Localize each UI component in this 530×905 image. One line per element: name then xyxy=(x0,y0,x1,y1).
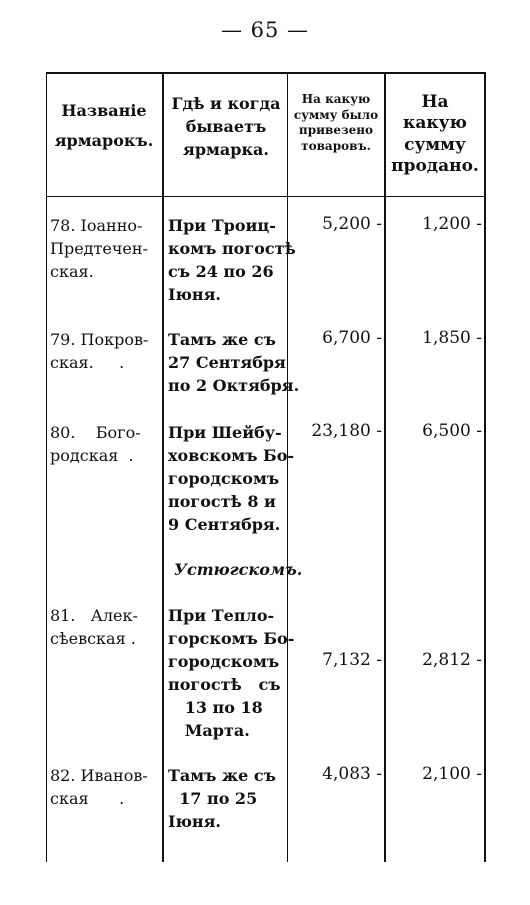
row-name: 80. Бого- родская . xyxy=(50,423,141,465)
row-where-when: Тамъ же съ 27 Сентября по 2 Октября. xyxy=(168,330,300,395)
header-sold: На какую сумму продано. xyxy=(391,92,479,176)
row-sold: 2,100 - xyxy=(422,764,482,784)
row-sold: 1,200 - xyxy=(422,214,482,234)
row-name: 79. Покров- ская. . xyxy=(50,330,149,372)
column-rule-3 xyxy=(384,72,386,862)
row-brought: 6,700 - xyxy=(322,328,382,348)
row-brought: 4,083 - xyxy=(322,764,382,784)
row-brought: 23,180 - xyxy=(311,421,382,441)
row-where-when: При Тепло- горскомъ Бо- городскомъ погостѣ съ 13 по 18 Марта. xyxy=(168,606,295,740)
table-top-rule xyxy=(46,72,486,74)
row-where-when: Тамъ же съ 17 по 25 Іюня. xyxy=(168,766,276,831)
row-brought: 5,200 - xyxy=(322,214,382,234)
row-sold: 2,812 - xyxy=(422,650,482,670)
row-where-when: При Шейбу- ховскомъ Бо- городскомъ погостѣ 8 и 9 Сентября. xyxy=(168,423,295,534)
header-name: Названіе ярмарокъ. xyxy=(54,101,154,151)
row-where-when: При Троиц- комъ погостѣ съ 24 по 26 Іюня. xyxy=(168,216,296,304)
column-rule-right xyxy=(484,72,486,862)
header-where-when: Гдѣ и когда бываетъ ярмарка. xyxy=(171,94,281,160)
row-name: 82. Иванов- ская . xyxy=(50,766,148,808)
region-heading: Устюгскомъ. xyxy=(174,560,303,579)
row-name: 81. Алек- сѣевская . xyxy=(50,606,138,648)
row-brought: 7,132 - xyxy=(322,650,382,670)
header-brought: На какую сумму было привезено товаровъ. xyxy=(293,92,379,153)
row-name: 78. Іоанно- Предтечен- ская. xyxy=(50,216,148,281)
column-rule-left xyxy=(46,72,47,862)
row-sold: 6,500 - xyxy=(422,421,482,441)
page-number: — 65 — xyxy=(220,18,310,42)
row-sold: 1,850 - xyxy=(422,328,482,348)
header-bottom-rule xyxy=(46,196,486,197)
column-rule-1 xyxy=(162,72,164,862)
